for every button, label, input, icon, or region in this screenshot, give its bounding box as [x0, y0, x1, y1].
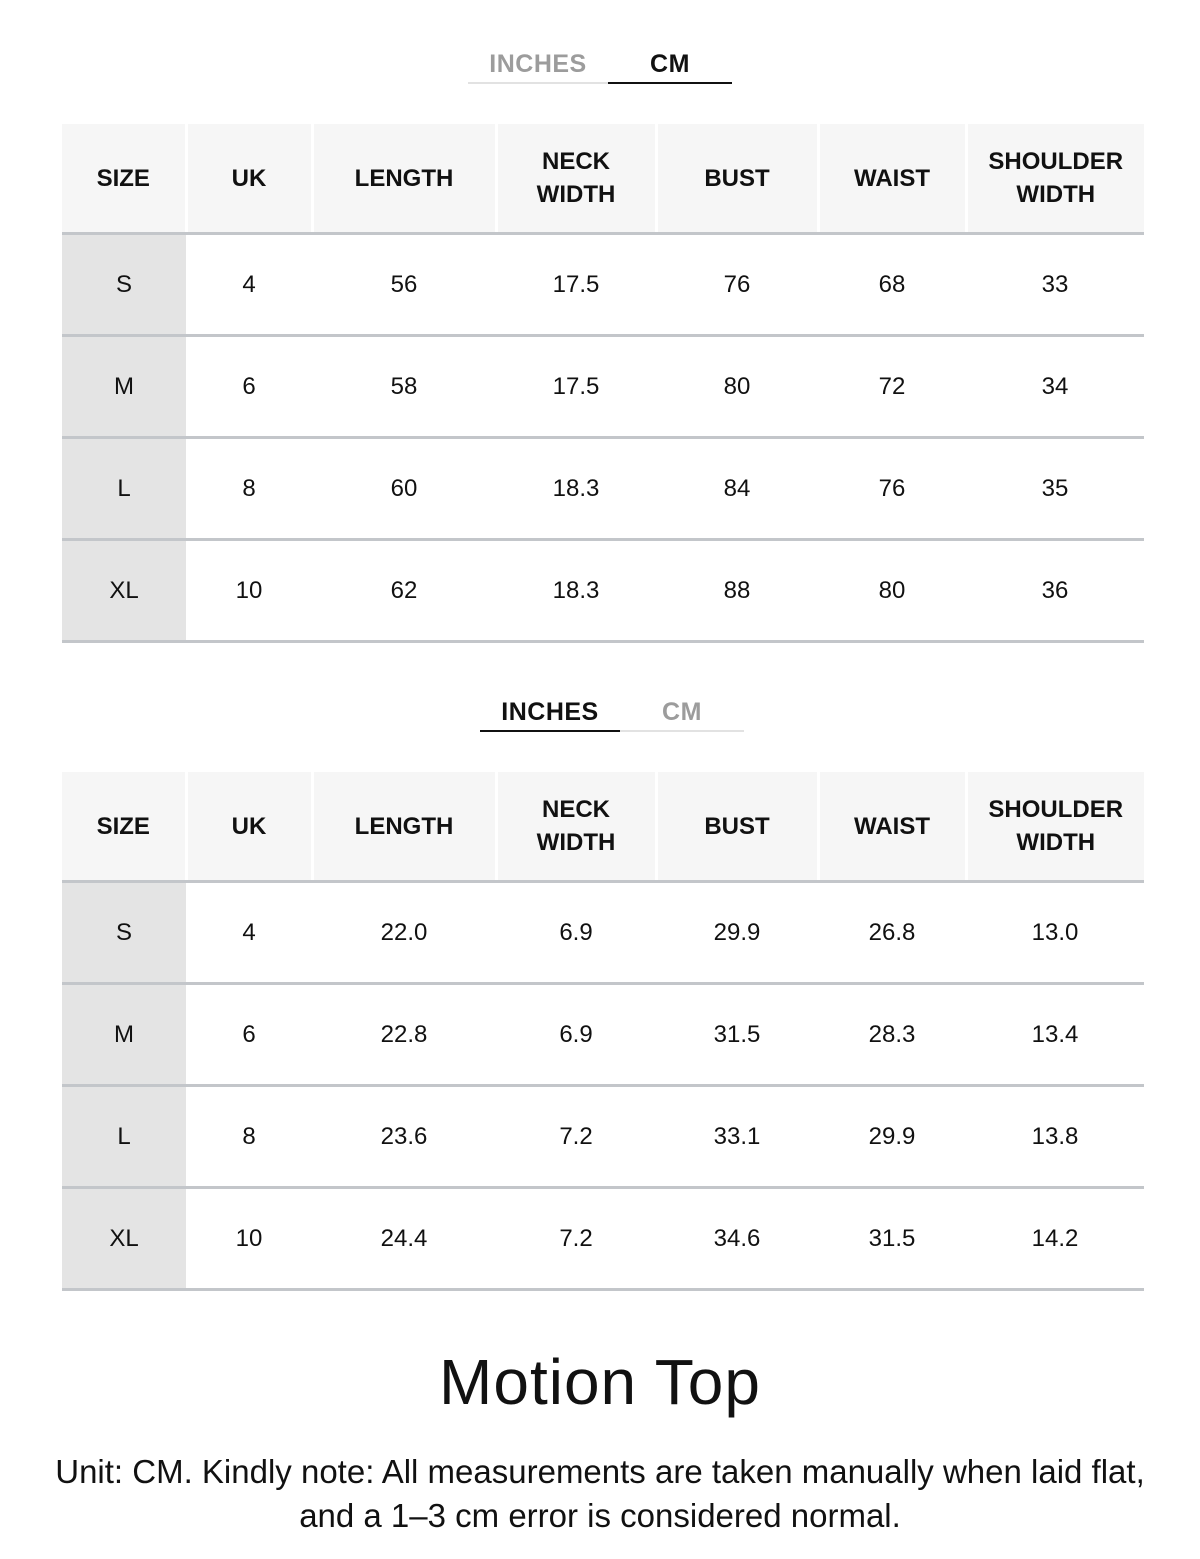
size-table-inches [62, 772, 1144, 1291]
table-cell: 33 [966, 234, 1144, 336]
table-row [62, 984, 1144, 1086]
table-cell: 36 [966, 540, 1144, 642]
table-cell: 68 [818, 234, 966, 336]
header-length: LENGTH [312, 772, 496, 882]
table-cell: 76 [818, 438, 966, 540]
size-cell: M [62, 336, 186, 438]
table-cell: 14.2 [966, 1188, 1144, 1290]
header-size: SIZE [62, 124, 186, 234]
table-cell: 4 [186, 882, 312, 984]
unit-tabs-1 [0, 44, 1200, 84]
table-cell: 6.9 [496, 882, 656, 984]
table-cell: 29.9 [656, 882, 818, 984]
table-cell: 80 [818, 540, 966, 642]
header-length: LENGTH [312, 124, 496, 234]
table-cell: 17.5 [496, 336, 656, 438]
header-size: SIZE [62, 772, 186, 882]
table-cell: 72 [818, 336, 966, 438]
table-cell: 13.4 [966, 984, 1144, 1086]
tab-inches[interactable]: INCHES [480, 692, 620, 732]
table-cell: 76 [656, 234, 818, 336]
size-cell: XL [62, 1188, 186, 1290]
size-cell: S [62, 234, 186, 336]
table-cell: 10 [186, 540, 312, 642]
table-cell: 17.5 [496, 234, 656, 336]
size-cell: M [62, 984, 186, 1086]
table-cell: 6.9 [496, 984, 656, 1086]
header-uk: UK [186, 772, 312, 882]
header-uk: UK [186, 124, 312, 234]
table-cell: 80 [656, 336, 818, 438]
unit-tabs-2 [0, 692, 1200, 732]
table-row [62, 1086, 1144, 1188]
table-cell: 23.6 [312, 1086, 496, 1188]
table-header [62, 772, 1144, 882]
table-row [62, 882, 1144, 984]
table-cell: 10 [186, 1188, 312, 1290]
size-cell: XL [62, 540, 186, 642]
tab-cm[interactable]: CM [608, 44, 732, 84]
tab-inches[interactable]: INCHES [468, 44, 608, 84]
table-cell: 8 [186, 438, 312, 540]
table-cell: 13.0 [966, 882, 1144, 984]
table-cell: 24.4 [312, 1188, 496, 1290]
table-cell: 56 [312, 234, 496, 336]
header-neck-width: NECK WIDTH [496, 772, 656, 882]
table-cell: 22.0 [312, 882, 496, 984]
table-cell: 13.8 [966, 1086, 1144, 1188]
table-cell: 22.8 [312, 984, 496, 1086]
table-cell: 8 [186, 1086, 312, 1188]
tab-cm[interactable]: CM [620, 692, 744, 732]
header-shoulder-width: SHOULDER WIDTH [966, 772, 1144, 882]
table-cell: 62 [312, 540, 496, 642]
table-cell: 29.9 [818, 1086, 966, 1188]
table-cell: 33.1 [656, 1086, 818, 1188]
table-row [62, 540, 1144, 642]
table-cell: 58 [312, 336, 496, 438]
header-shoulder-width: SHOULDER WIDTH [966, 124, 1144, 234]
table-cell: 18.3 [496, 438, 656, 540]
table-cell: 28.3 [818, 984, 966, 1086]
header-bust: BUST [656, 772, 818, 882]
table-row [62, 234, 1144, 336]
table-cell: 7.2 [496, 1188, 656, 1290]
table-cell: 26.8 [818, 882, 966, 984]
size-cell: S [62, 882, 186, 984]
table-cell: 18.3 [496, 540, 656, 642]
table-cell: 4 [186, 234, 312, 336]
product-title: Motion Top [439, 1346, 761, 1418]
table-cell: 6 [186, 984, 312, 1086]
header-neck-width: NECK WIDTH [496, 124, 656, 234]
table-row [62, 336, 1144, 438]
table-cell: 31.5 [656, 984, 818, 1086]
table-row [62, 1188, 1144, 1290]
table-cell: 34 [966, 336, 1144, 438]
table-cell: 35 [966, 438, 1144, 540]
header-waist: WAIST [818, 772, 966, 882]
table-cell: 31.5 [818, 1188, 966, 1290]
table-cell: 88 [656, 540, 818, 642]
table-header [62, 124, 1144, 234]
table-row [62, 438, 1144, 540]
header-bust: BUST [656, 124, 818, 234]
table-cell: 6 [186, 336, 312, 438]
size-cell: L [62, 1086, 186, 1188]
size-table-cm [62, 124, 1144, 643]
table-cell: 84 [656, 438, 818, 540]
size-cell: L [62, 438, 186, 540]
table-cell: 7.2 [496, 1086, 656, 1188]
table-cell: 60 [312, 438, 496, 540]
header-waist: WAIST [818, 124, 966, 234]
measurement-note: Unit: CM. Kindly note: All measurements are taken manually when laid flat, and a 1–3 cm error is considered normal. [55, 1453, 1145, 1534]
table-cell: 34.6 [656, 1188, 818, 1290]
